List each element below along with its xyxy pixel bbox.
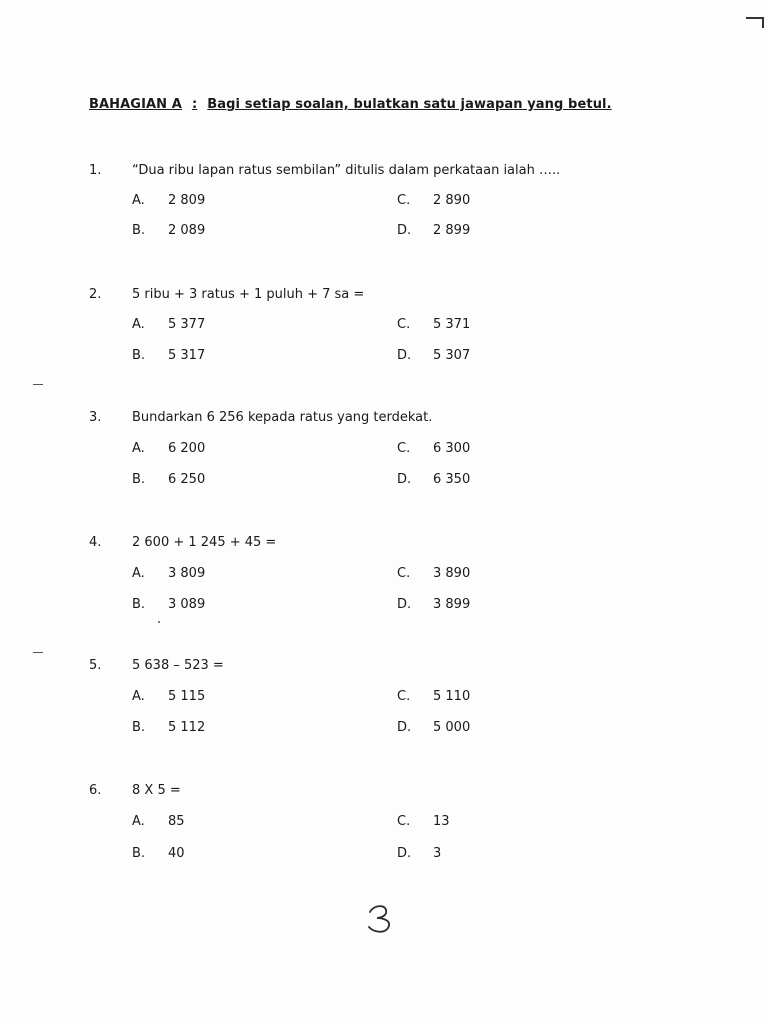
question-5 bbox=[0, 658, 768, 758]
option-letter: B. bbox=[132, 597, 146, 612]
corner-line bbox=[746, 18, 763, 28]
section-instruction: Bagi setiap soalan, bulatkan satu jawapan yang betul. bbox=[207, 97, 612, 112]
option-d[interactable] bbox=[397, 472, 470, 487]
option-b[interactable] bbox=[132, 472, 205, 487]
option-value: 3 809 bbox=[168, 566, 206, 581]
option-d[interactable] bbox=[397, 597, 470, 612]
question-number: 1. bbox=[89, 163, 102, 178]
option-letter: D. bbox=[397, 846, 412, 861]
option-a[interactable] bbox=[132, 689, 205, 704]
option-b[interactable] bbox=[132, 223, 205, 238]
option-c[interactable] bbox=[397, 317, 470, 332]
option-b[interactable] bbox=[132, 720, 205, 735]
option-b[interactable] bbox=[132, 597, 205, 612]
option-value: 3 089 bbox=[168, 597, 206, 612]
option-d[interactable] bbox=[397, 846, 441, 861]
option-value: 5 110 bbox=[433, 689, 471, 704]
scan-mark bbox=[33, 652, 43, 653]
option-c[interactable] bbox=[397, 814, 450, 829]
question-number: 3. bbox=[89, 410, 102, 425]
option-value: 13 bbox=[433, 814, 450, 829]
option-c[interactable] bbox=[397, 689, 470, 704]
option-a[interactable] bbox=[132, 441, 205, 456]
option-letter: B. bbox=[132, 846, 146, 861]
option-letter: B. bbox=[132, 223, 146, 238]
option-letter: C. bbox=[397, 566, 411, 581]
option-value: 5 000 bbox=[433, 720, 471, 735]
question-number: 6. bbox=[89, 783, 102, 798]
handwritten-page-number bbox=[366, 898, 396, 938]
option-letter: C. bbox=[397, 317, 411, 332]
option-d[interactable] bbox=[397, 223, 470, 238]
option-letter: A. bbox=[132, 689, 145, 704]
section-header bbox=[89, 97, 612, 112]
option-value: 6 300 bbox=[433, 441, 471, 456]
question-text: Bundarkan 6 256 kepada ratus yang terdekat. bbox=[132, 410, 433, 425]
question-number: 2. bbox=[89, 287, 102, 302]
option-value: 3 890 bbox=[433, 566, 471, 581]
option-value: 5 307 bbox=[433, 348, 471, 363]
option-c[interactable] bbox=[397, 441, 470, 456]
option-value: 2 809 bbox=[168, 193, 206, 208]
option-letter: A. bbox=[132, 317, 145, 332]
option-letter: D. bbox=[397, 223, 412, 238]
option-value: 6 250 bbox=[168, 472, 206, 487]
question-text: 5 638 – 523 = bbox=[132, 658, 224, 673]
question-4 bbox=[0, 535, 768, 635]
scan-speck bbox=[158, 621, 160, 623]
option-letter: B. bbox=[132, 472, 146, 487]
option-letter: D. bbox=[397, 472, 412, 487]
option-d[interactable] bbox=[397, 720, 470, 735]
question-text: 2 600 + 1 245 + 45 = bbox=[132, 535, 277, 550]
option-value: 5 317 bbox=[168, 348, 206, 363]
option-c[interactable] bbox=[397, 193, 470, 208]
option-a[interactable] bbox=[132, 566, 205, 581]
scan-corner-mark bbox=[745, 14, 767, 30]
option-a[interactable] bbox=[132, 814, 185, 829]
option-letter: C. bbox=[397, 441, 411, 456]
question-1 bbox=[0, 163, 768, 263]
option-value: 2 089 bbox=[168, 223, 206, 238]
option-value: 6 350 bbox=[433, 472, 471, 487]
question-3 bbox=[0, 410, 768, 510]
option-d[interactable] bbox=[397, 348, 470, 363]
option-letter: A. bbox=[132, 193, 145, 208]
option-a[interactable] bbox=[132, 317, 205, 332]
option-value: 40 bbox=[168, 846, 185, 861]
option-b[interactable] bbox=[132, 348, 205, 363]
option-letter: D. bbox=[397, 597, 412, 612]
option-value: 6 200 bbox=[168, 441, 206, 456]
scan-mark bbox=[33, 384, 43, 385]
digit-stroke bbox=[369, 906, 389, 932]
option-value: 3 bbox=[433, 846, 442, 861]
option-value: 3 899 bbox=[433, 597, 471, 612]
question-number: 4. bbox=[89, 535, 102, 550]
question-number: 5. bbox=[89, 658, 102, 673]
question-6 bbox=[0, 783, 768, 883]
option-b[interactable] bbox=[132, 846, 185, 861]
question-text: 5 ribu + 3 ratus + 1 puluh + 7 sa = bbox=[132, 287, 365, 302]
option-letter: A. bbox=[132, 814, 145, 829]
question-2 bbox=[0, 287, 768, 387]
section-separator: : bbox=[191, 97, 198, 112]
option-value: 5 115 bbox=[168, 689, 206, 704]
option-letter: D. bbox=[397, 720, 412, 735]
option-value: 85 bbox=[168, 814, 185, 829]
option-value: 2 890 bbox=[433, 193, 471, 208]
option-a[interactable] bbox=[132, 193, 205, 208]
option-letter: B. bbox=[132, 720, 146, 735]
option-c[interactable] bbox=[397, 566, 470, 581]
option-letter: A. bbox=[132, 566, 145, 581]
option-value: 2 899 bbox=[433, 223, 471, 238]
option-letter: B. bbox=[132, 348, 146, 363]
option-value: 5 377 bbox=[168, 317, 206, 332]
question-text: “Dua ribu lapan ratus sembilan” ditulis dalam perkataan ialah ….. bbox=[132, 163, 561, 178]
question-text: 8 X 5 = bbox=[132, 783, 181, 798]
option-value: 5 371 bbox=[433, 317, 471, 332]
option-letter: A. bbox=[132, 441, 145, 456]
option-letter: C. bbox=[397, 689, 411, 704]
option-value: 5 112 bbox=[168, 720, 206, 735]
section-title: BAHAGIAN A bbox=[89, 97, 182, 112]
option-letter: C. bbox=[397, 193, 411, 208]
option-letter: D. bbox=[397, 348, 412, 363]
option-letter: C. bbox=[397, 814, 411, 829]
